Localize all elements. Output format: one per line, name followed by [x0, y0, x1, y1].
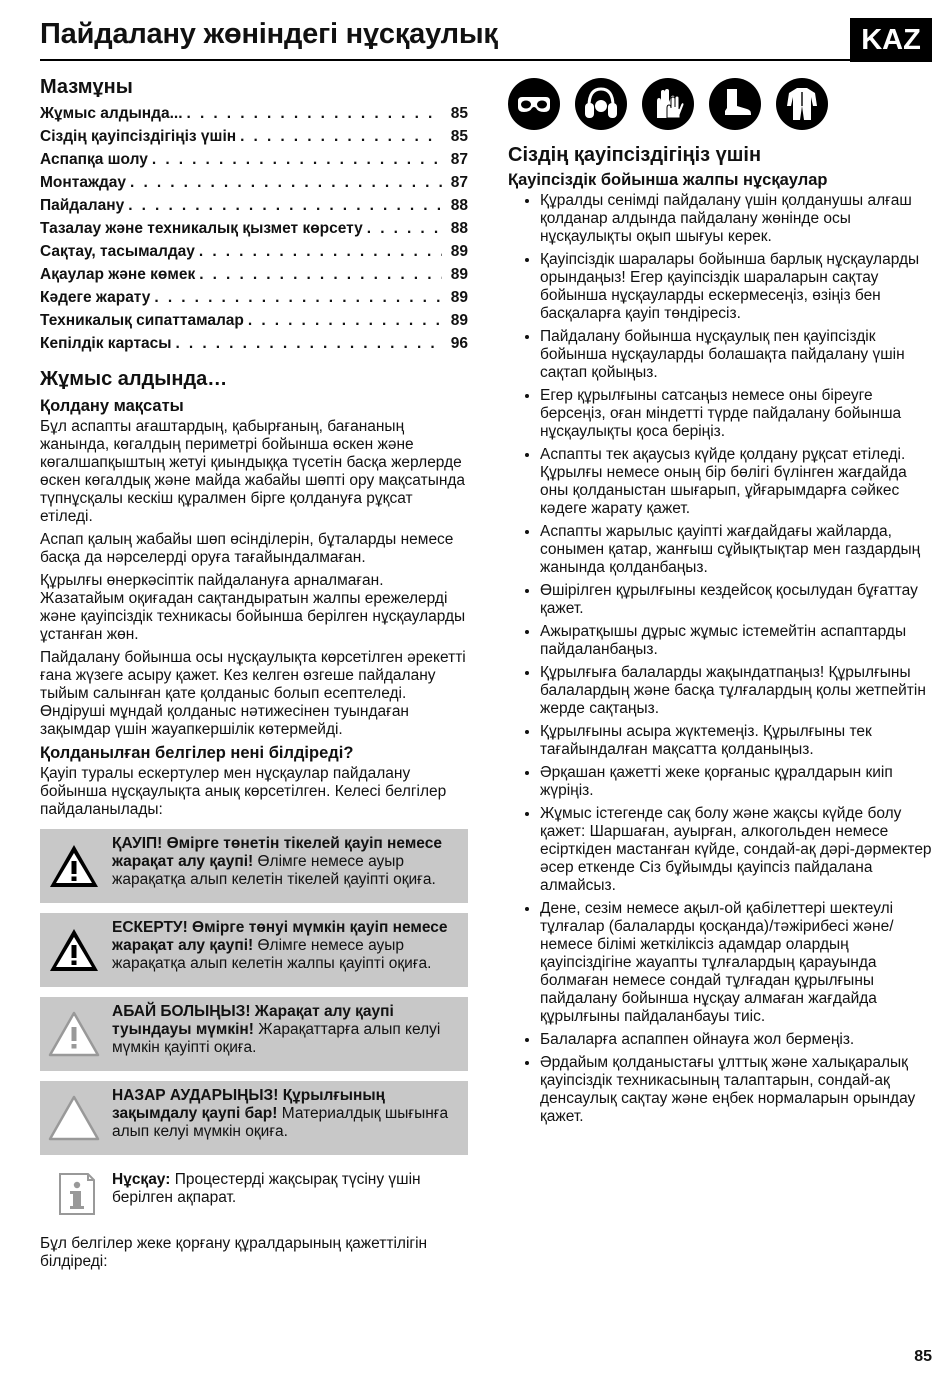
safety-list — [508, 192, 932, 1126]
warning-box: ЕСКЕРТУ! Өмірге төнуі мүмкін қауіп немесе жарақат алу қаупі! Өлімге немесе ауыр жарақатқа алып келетін жалпы қауіпті оқиға. — [40, 913, 468, 987]
ppe-icons — [508, 78, 932, 130]
goggles-icon — [508, 78, 560, 130]
toc-item[interactable]: Монтаждау . . . 87 — [40, 174, 468, 197]
list-item: • Әрдайым қолданыстағы ұлттық және халықаралық қауіпсіздік техникасының талаптарын, сондай-ақ денсаулық сақтау және еңбек нормаларын орындау қажет. — [540, 1054, 932, 1126]
toc-item[interactable]: Сіздің қауіпсіздігіңіз үшін . . . 85 — [40, 128, 468, 151]
list-item: • Әрқашан қажетті жеке қорғаныс құралдарын киіп жүріңіз. — [540, 764, 932, 800]
symbols-heading: Қолданылған белгілер нені білдіреді? — [40, 744, 354, 762]
left-column — [40, 76, 468, 1276]
page-title: Пайдалану жөніндегі нұсқаулық — [40, 18, 498, 50]
list-item: • Жұмыс істегенде сақ болу және жақсы күйде болу қажет: Шаршаған, ауырған, алкогольден немесе есірткіден мастанған күйде, сондай-ақ дәрі-дәрмектер әсер еткенде Сіз бұйымды қауіпсіз пайдалана алмайсыз. — [540, 805, 932, 895]
header-rule — [40, 59, 852, 61]
ear-protection-icon — [575, 78, 627, 130]
list-item: • Балаларға аспаппен ойнауға жол бермеңіз. — [540, 1031, 932, 1049]
page-number: 85 — [914, 1348, 932, 1365]
list-item: • Аспапты тек ақаусыз күйде қолдану рұқсат етіледі. Құрылғы немесе оның бір бөлігі бүлінген жағдайда оны қолданыстан шығарып, ұйғарымдарға сәйкес кәдеге жарату қажет. — [540, 446, 932, 518]
safety-heading: Сіздің қауіпсіздігіңіз үшін — [508, 144, 762, 166]
gloves-icon — [642, 78, 694, 130]
toc-item[interactable]: Аспапқа шолу . . . 87 — [40, 151, 468, 174]
section-heading-before: Жұмыс алдында… — [40, 368, 228, 390]
toc-item[interactable]: Пайдалану . . . 88 — [40, 197, 468, 220]
toc-item[interactable]: Тазалау және техникалық қызмет көрсету . . . 88 — [40, 220, 468, 243]
info-box: Нұсқау: Процестерді жақсырақ түсіну үшін берілген ақпарат. — [40, 1165, 468, 1223]
toc-item[interactable]: Кепілдік картасы . . . 96 — [40, 335, 468, 358]
caution-box: АБАЙ БОЛЫҢЫЗ! Жарақат алу қаупі туындауы мүмкін! Жарақаттарға алып келуі мүмкін қауіпті оқиға. — [40, 997, 468, 1071]
info-icon — [48, 1170, 100, 1218]
paragraph: Бұл белгілер жеке қорғану құралдарының қажеттілігін білдіреді: — [40, 1235, 428, 1270]
list-item: • Аспапты жарылыс қауіпті жағдайдағы жайларда, сонымен қатар, жанғыш сұйықтықтар мен газдардың жанында қолданбаңыз. — [540, 523, 932, 577]
list-item: • Өшірілген құрылғыны кездейсоқ қосылудан бұғаттау қажет. — [540, 582, 932, 618]
caution-triangle-icon — [48, 1010, 100, 1058]
list-item: • Дене, сезім немесе ақыл-ой қабілеттері шектеулі тұлғалар (балаларды қосқанда)/тәжірибесі және/немесе білімі жеткіліксіз адамдар олардың қауіпсіздігіне жауапты тұлғалардың қарауында болмаған немесе сондай тұлғадан құрылғыны пайдалану бойынша нұсқау алмаған жағдайда құрылғыны пайдаланбауы тиіс. — [540, 900, 932, 1026]
toc-heading: Мазмұны — [40, 76, 133, 98]
right-column — [508, 76, 932, 1131]
danger-triangle-icon — [48, 842, 100, 890]
overalls-icon — [776, 78, 828, 130]
toc-item[interactable]: Техникалық сипаттамалар . . . 89 — [40, 312, 468, 335]
toc-item[interactable]: Сақтау, тасымалдау . . . 89 — [40, 243, 468, 266]
list-item: • Құрылғыны асыра жүктемеңіз. Құрылғыны тек тағайындалған мақсатта қолданыңыз. — [540, 723, 932, 759]
purpose-heading: Қолдану мақсаты — [40, 397, 184, 415]
list-item: • Құралды сенімді пайдалану үшін қолданушы алғаш қолданар алдында пайдалану жөнінде осы нұсқаулықты оқып шығуы керек. — [540, 192, 932, 246]
boots-icon — [709, 78, 761, 130]
table-of-contents — [40, 105, 468, 358]
list-item: • Егер құрылғыны сатсаңыз немесе оны біреуге берсеңіз, оған міндетті түрде пайдалану бойынша нұсқаулықты қоса беріңіз. — [540, 387, 932, 441]
toc-item[interactable]: Кәдеге жарату . . . 89 — [40, 289, 468, 312]
language-badge: KAZ — [850, 18, 932, 62]
paragraph: Құрылғы өнеркәсіптік пайдалануға арналмаған. Жазатайым оқиғадан сақтандыратын жалпы ережелерді және қауіпсіздік техникасы бойынша берілген нұсқауларды ұстанған жөн. — [40, 572, 466, 643]
danger-box: ҚАУІП! Өмірге төнетін тікелей қауіп немесе жарақат алу қаупі! Өлімге немесе ауыр жарақатқа алып келетін тікелей қауіпті оқиға. — [40, 829, 468, 903]
attention-box: НАЗАР АУДАРЫҢЫЗ! Құрылғының зақымдалу қаупі бар! Материалдық шығынға алып келуі мүмкін оқиға. — [40, 1081, 468, 1155]
paragraph: Бұл аспапты ағаштардың, қабырғаның, бағананың жанында, көгалдың периметрі бойынша өскен және көгалшапқыштың жетуі қиындыққа түсетін басқа жерлерде өскен көгалдық және майда жабайы шөпті ору мақсатында түпнұсқалы кескіш құралмен бірге қолдануға рұқсат етіледі. — [40, 418, 466, 525]
paragraph: Аспап қалың жабайы шөп өсінділерін, бұталарды немесе басқа да нәрселерді оруға тағайындалмаған. — [40, 531, 454, 566]
list-item: • Пайдалану бойынша нұсқаулық пен қауіпсіздік бойынша нұсқауларды болашақта пайдалану үшін сақтап қойыңыз. — [540, 328, 932, 382]
safety-subheading: Қауіпсіздік бойынша жалпы нұсқаулар — [508, 171, 828, 189]
attention-triangle-icon — [48, 1094, 100, 1142]
list-item: • Құрылғыға балаларды жақындатпаңыз! Құрылғыны балалардың және басқа тұлғалардың қолы жетпейтін жерде сақтаңыз. — [540, 664, 932, 718]
list-item: • Қауіпсіздік шаралары бойынша барлық нұсқауларды орындаңыз! Егер қауіпсіздік шараларын сақтау бойынша нұсқауларды ескермесеңіз, өзіңіз бен басқаларға қауіп төндіресіз. — [540, 251, 932, 323]
page-header — [40, 18, 932, 62]
toc-item[interactable]: Ақаулар және көмек . . . 89 — [40, 266, 468, 289]
paragraph: Қауіп туралы ескертулер мен нұсқаулар пайдалану бойынша нұсқаулықта анық көрсетілген. Келесі белгілер пайдаланылады: — [40, 765, 447, 818]
warning-triangle-icon — [48, 926, 100, 974]
list-item: • Ажыратқышы дұрыс жұмыс істемейтін аспаптарды пайдаланбаңыз. — [540, 623, 932, 659]
toc-item[interactable]: Жұмыс алдында... . . . 85 — [40, 105, 468, 128]
paragraph: Пайдалану бойынша осы нұсқаулықта көрсетілген әрекетті ғана жүзеге асыру қажет. Кез келген өзгеше пайдалану тыйым салынған қате қолданыс болып есептеледі. Өндіруші мұндай қолданыс нәтижесінен туындаған зақымдар үшін жауапкершілік көтермейді. — [40, 649, 466, 738]
